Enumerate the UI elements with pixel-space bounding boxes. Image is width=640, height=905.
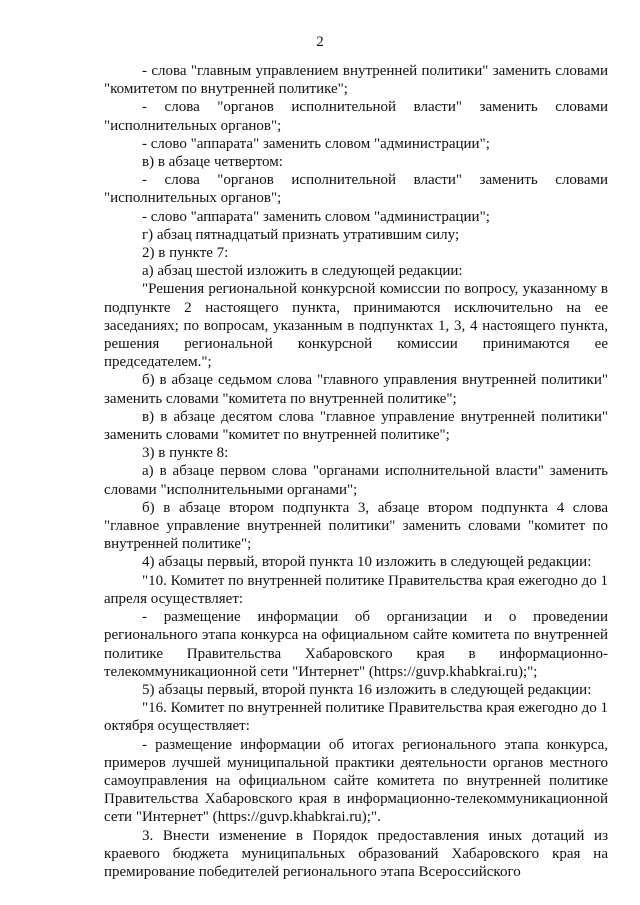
paragraph: - размещение информации об итогах регионального этапа конкурса, примеров лучшей муниципальной практики деятельности органов местного самоуправления на официальном сайте комитета по внутренней политике Правительства Хабаровского края в информационно-телекоммуникационной сети "Интернет" (https://guvp.khabkrai.ru);". [104, 736, 608, 826]
paragraph: - размещение информации об организации и о проведении регионального этапа конкурса на официальном сайте комитета по внутренней политике Правительства Хабаровского края в информационно-телекоммуникационной сети "Интернет" (https://guvp.khabkrai.ru);"; [104, 609, 608, 680]
paragraph: 3. Внести изменение в Порядок предоставления иных дотаций из краевого бюджета муниципальных образований Хабаровского края на премирование победителей регионального этапа Всероссийского [104, 827, 608, 880]
paragraph: 4) абзацы первый, второй пункта 10 изложить в следующей редакции: [142, 554, 592, 571]
paragraph: "10. Комитет по внутренней политике Правительства края ежегодно до 1 апреля осуществляет: [104, 572, 609, 607]
paragraph: в) в абзаце четвертом: [142, 154, 283, 171]
paragraph: б) в абзаце втором подпункта 3, абзаце втором подпункта 4 слова "главное управление внутренней политики" заменить словами "комитет по внутренней политике"; [104, 499, 608, 553]
paragraph: "Решения региональной конкурсной комиссии по вопросу, указанному в подпункте 2 настоящего пункта, принимаются исключительно на ее заседаниях; по вопросам, указанным в подпунктах 1, 3, 4 настоящего пункта, решения региональной конкурсной комиссии принимаются ее председателем."; [104, 281, 608, 371]
paragraph: а) абзац шестой изложить в следующей редакции: [142, 263, 463, 280]
paragraph: - слова "органов исполнительной власти" заменить словами "исполнительных органов"; [104, 172, 608, 207]
paragraph: б) в абзаце седьмом слова "главного управления внутренней политики" заменить словами "комитета по внутренней политике"; [104, 372, 608, 407]
document-body [104, 62, 608, 881]
page-number: 2 [316, 34, 324, 50]
paragraph: - слово "аппарата" заменить словом "администрации"; [142, 135, 490, 152]
paragraph: - слова "главным управлением внутренней политики" заменить словами "комитетом по внутренней политике"; [104, 63, 608, 98]
paragraph: г) абзац пятнадцатый признать утратившим силу; [142, 226, 460, 243]
paragraph: 5) абзацы первый, второй пункта 16 изложить в следующей редакции: [142, 681, 592, 698]
paragraph: в) в абзаце десятом слова "главное управление внутренней политики" заменить словами "комитет по внутренней политике"; [104, 408, 608, 444]
paragraph: "16. Комитет по внутренней политике Правительства края ежегодно до 1 октября осуществляет: [104, 700, 609, 735]
paragraph: 2) в пункте 7: [142, 245, 229, 262]
paragraph: а) в абзаце первом слова "органами исполнительной власти" заменить словами "исполнительными органами"; [104, 463, 608, 498]
paragraph: 3) в пункте 8: [142, 445, 229, 462]
paragraph: - слово "аппарата" заменить словом "администрации"; [142, 208, 490, 225]
paragraph: - слова "органов исполнительной власти" заменить словами "исполнительных органов"; [104, 99, 608, 134]
